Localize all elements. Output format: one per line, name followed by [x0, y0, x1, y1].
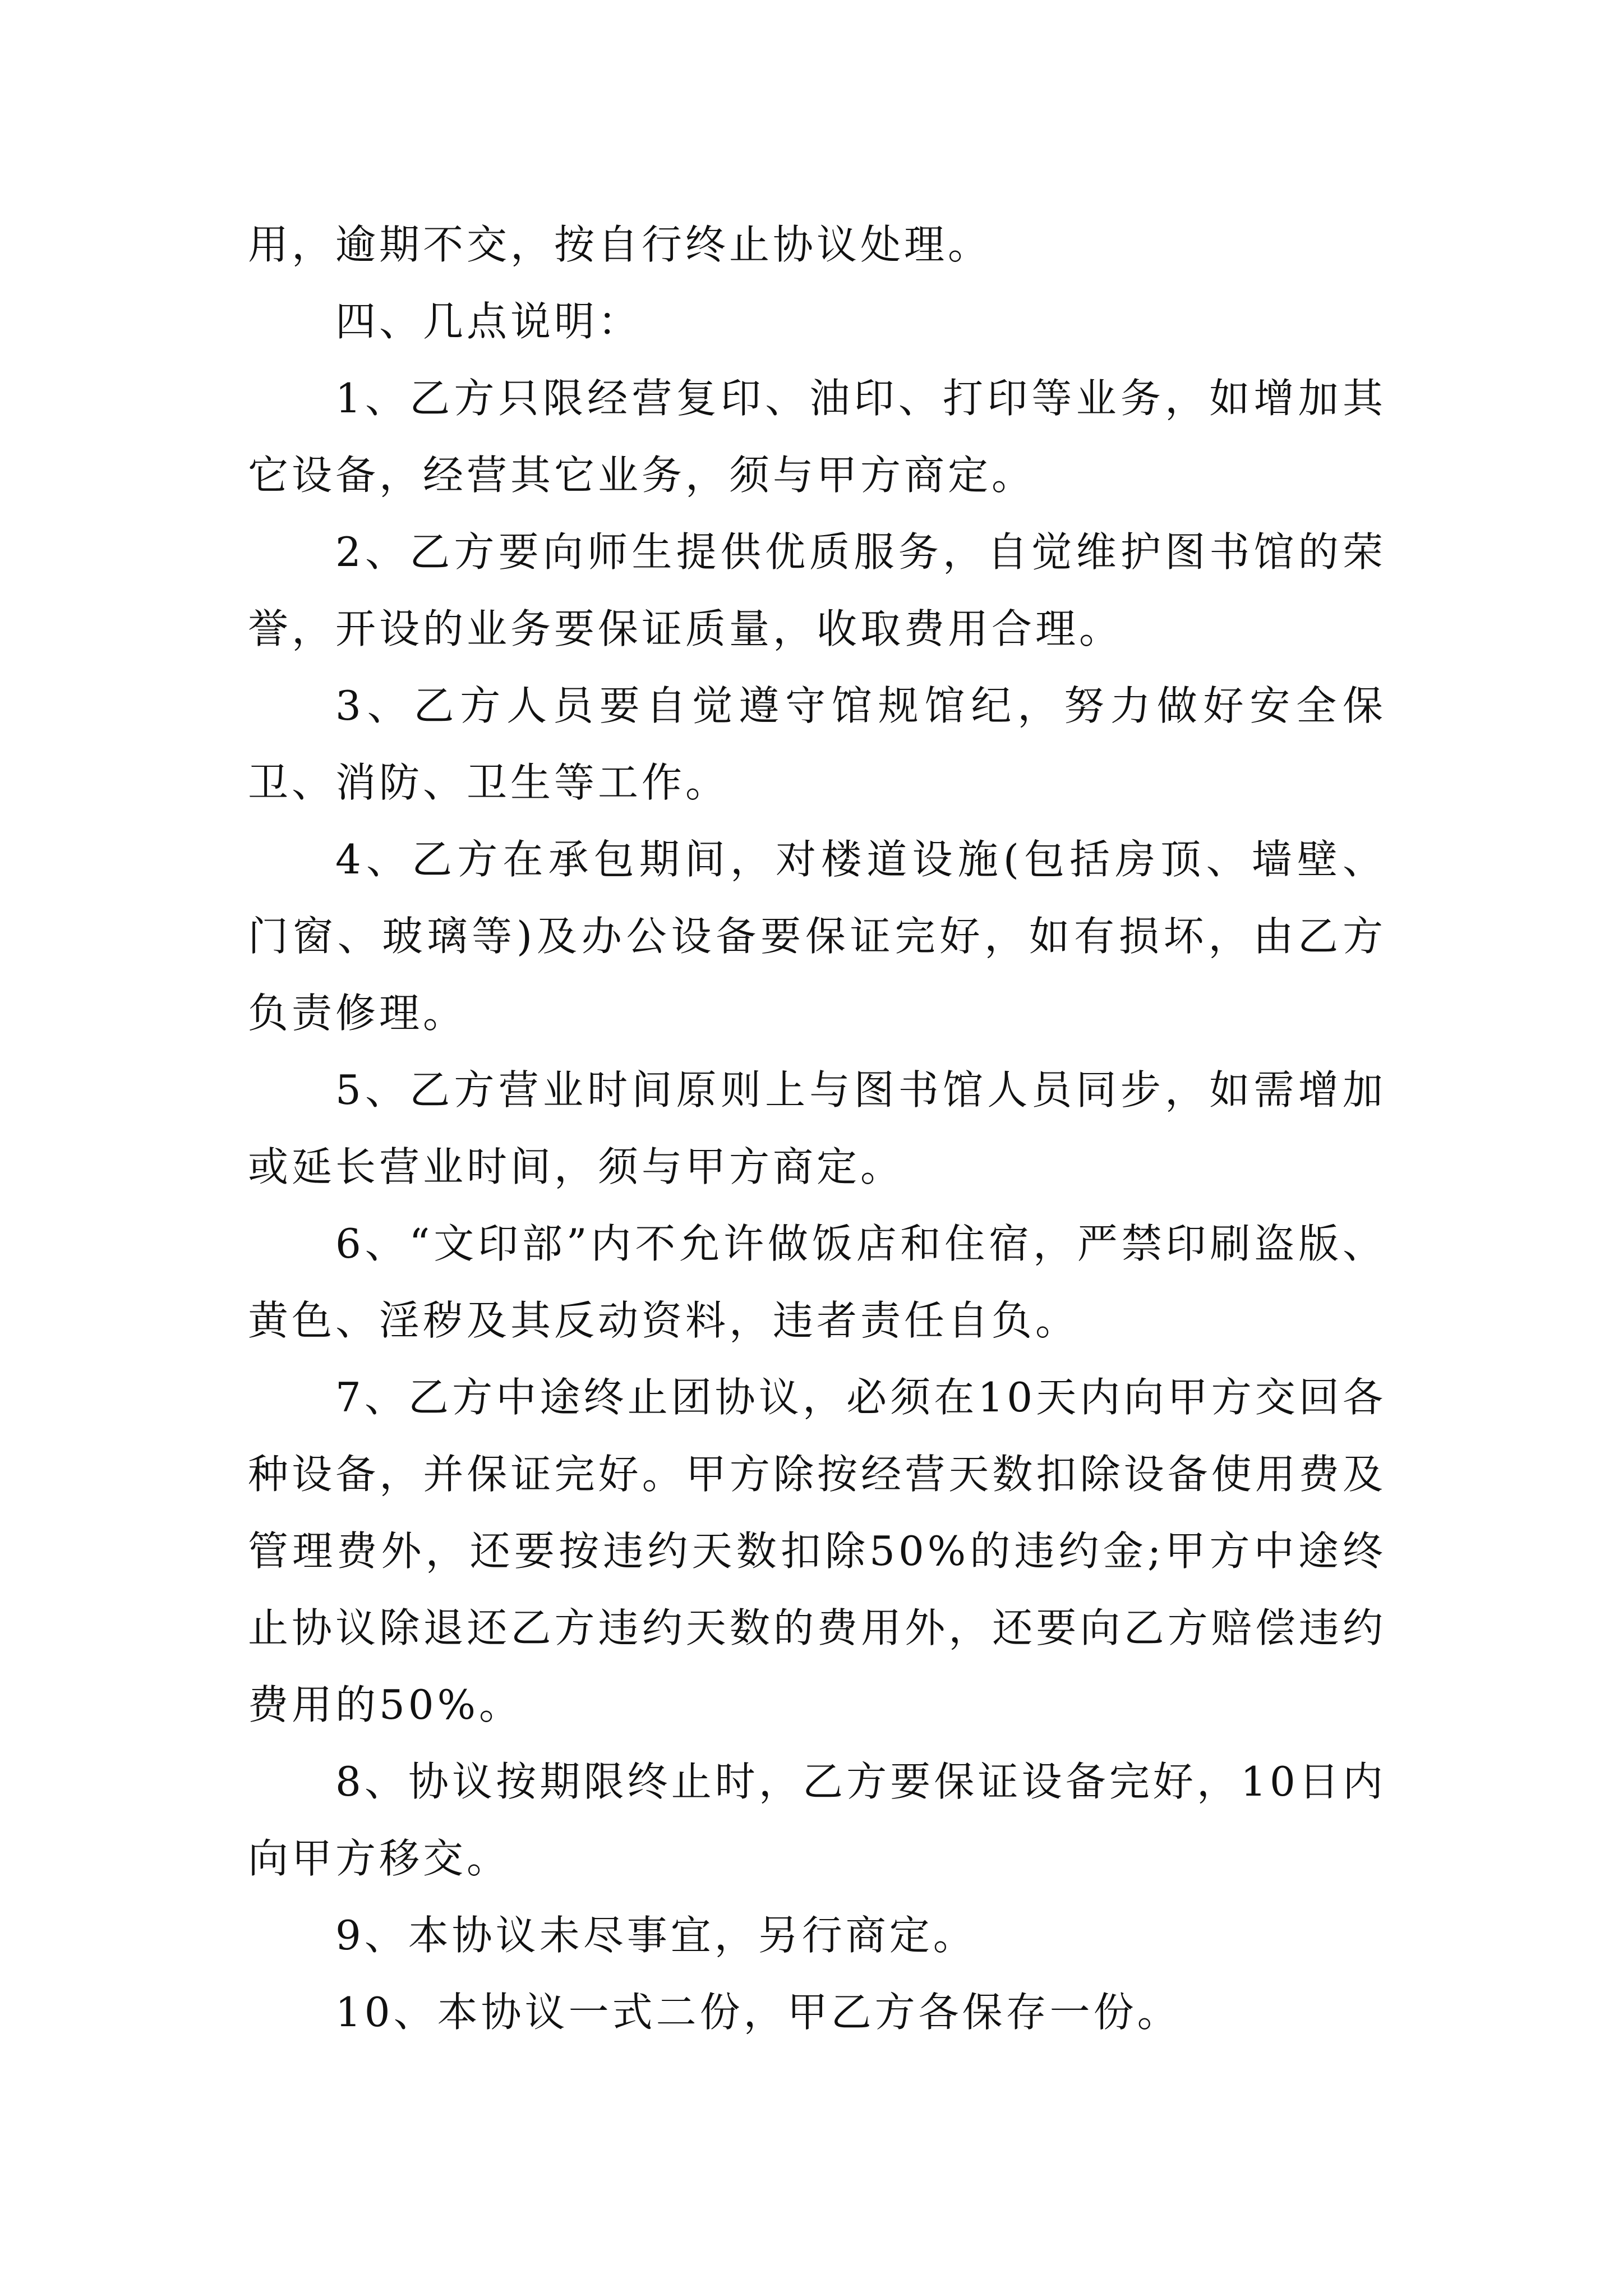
clause-7: 7、乙方中途终止团协议，必须在10天内向甲方交回各种设备，并保证完好。甲方除按经营天数扣除设备使用费及管理费外，还要按违约天数扣除50%的违约金;甲方中途终止协议除退还乙方违约天数的费用外，还要向乙方赔偿违约费用的50%。 — [248, 1374, 1386, 1728]
clause-5: 5、乙方营业时间原则上与图书馆人员同步，如需增加或延长营业时间，须与甲方商定。 — [248, 1066, 1386, 1190]
clause-6: 6、“文印部”内不允许做饭店和住宿，严禁印刷盗版、黄色、淫秽及其反动资料，违者责任自负。 — [248, 1220, 1386, 1344]
clause-10: 10、本协议一式二份，甲乙方各保存一份。 — [335, 1989, 1181, 2036]
clause-3: 3、乙方人员要自觉遵守馆规馆纪，努力做好安全保卫、消防、卫生等工作。 — [248, 682, 1386, 806]
clause-8: 8、协议按期限终止时，乙方要保证设备完好，10日内向甲方移交。 — [248, 1758, 1386, 1882]
clause-1: 1、乙方只限经营复印、油印、打印等业务，如增加其它设备，经营其它业务，须与甲方商定。 — [248, 375, 1386, 499]
section-heading-four: 四、几点说明： — [335, 298, 642, 345]
clause-9: 9、本协议未尽事宜，另行商定。 — [335, 1912, 977, 1959]
paragraph-continuation: 用，逾期不交，按自行终止协议处理。 — [248, 221, 992, 268]
clause-4: 4、乙方在承包期间，对楼道设施(包括房顶、墙壁、门窗、玻璃等)及办公设备要保证完好，如有损坏，由乙方负责修理。 — [248, 836, 1386, 1037]
document-body — [248, 206, 1386, 2051]
clause-2: 2、乙方要向师生提供优质服务，自觉维护图书馆的荣誉，开设的业务要保证质量，收取费用合理。 — [248, 528, 1386, 652]
